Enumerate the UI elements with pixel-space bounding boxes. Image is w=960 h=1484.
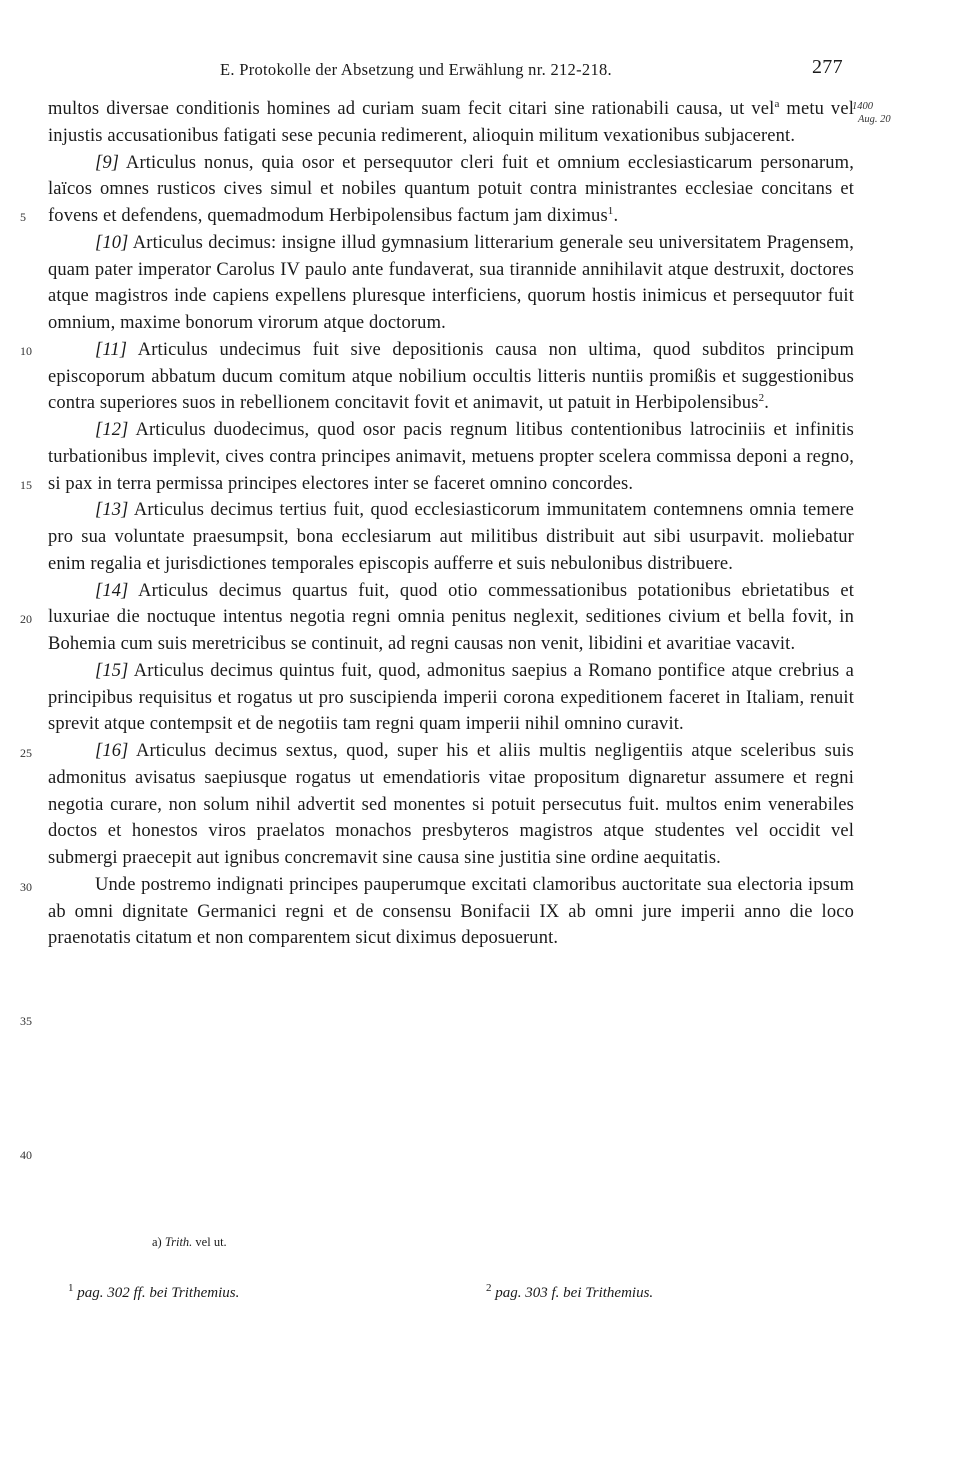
footnote-text: pag. 302 ff. bei Trithemius. bbox=[77, 1285, 240, 1301]
paragraph-text: Unde postremo indignati principes pauperumque excitati clamoribus auctoritate sua electoria ipsum ab omni dignitate Germanici regni et de consensu Bonifacii IX ab omni jure imperii anno die loco praenotatis citatum et non comparentem sicut diximus deposuerunt. bbox=[48, 874, 854, 949]
section-number: [12] bbox=[95, 420, 129, 440]
apparatus-source: Trith. bbox=[164, 1235, 193, 1249]
footnote-marker: 2 bbox=[758, 392, 765, 405]
paragraph-text: multos diversae conditionis homines ad curiam suam fecit citari sine rationabili causa, ut vel bbox=[48, 99, 775, 119]
footnote-marker: a bbox=[774, 97, 780, 110]
margin-date bbox=[852, 100, 912, 126]
footnote bbox=[486, 1282, 654, 1302]
paragraph-text: Articulus duodecimus, quod osor pacis regnum litibus contentionibus latrociniis et infinitis turbationibus implevit, cives contra principes animavit, metuens propter scelera commissa deponi a regno, si pax in terra permissa principes electores inter se faceret omnino concordes. bbox=[48, 420, 854, 494]
page-number: 277 bbox=[812, 56, 843, 78]
paragraph-text: Articulus decimus quartus fuit, quod otio commessationibus potationibus ebrietatibus et luxuriae die noctuque intentus negotia regni omnia penitus neglexit, seditiones civium et bella fovit, in Bohemia cum suis meretricibus se continuit, ad regni causas non venit, libidini et avaritiae vacavit. bbox=[48, 580, 854, 654]
line-number: 20 bbox=[20, 612, 32, 626]
margin-date-day: Aug. 20 bbox=[858, 114, 891, 125]
section-number: [13] bbox=[95, 500, 129, 521]
paragraph-text: Articulus undecimus fuit sive depositionis causa non ultima, quod subditos principum episcoporum abbatum ducum comitum atque nobilium occultis litteris nuntiis promißis et suggestionibus contra superiores suos in rebellionem concitavit fovit et animavit, ut patuit in Herbipolensibus bbox=[48, 339, 854, 414]
section-number: [15] bbox=[95, 660, 129, 681]
paragraph bbox=[48, 578, 854, 658]
running-title: E. Protokolle der Absetzung und Erwählung nr. 212-218. bbox=[220, 60, 612, 79]
line-number: 5 bbox=[20, 210, 26, 224]
footnote-mark: 2 bbox=[486, 1282, 492, 1294]
paragraph-text: . bbox=[764, 393, 769, 414]
paragraph bbox=[48, 96, 854, 150]
section-number: [10] bbox=[95, 232, 129, 253]
footnote-mark: 1 bbox=[68, 1282, 74, 1294]
footnote bbox=[68, 1282, 240, 1302]
paragraph-text: Articulus decimus sextus, quod, super his et aliis multis negligentiis atque sceleribus suis admonitus avisatus saepiusque rogatus ut emendatioris vitae propositum dignaretur assumere et regni negotia curare, non solum nihil advertit sed monentes si potuit persecutus fuit. multos enim venerabiles doctos et honestos viros praelatos monachos presbyteros magistros atque studentes vel occidit vel submergi praecepit aut ignibus concremavit sine causa sine justitia sine ordine aequitatis. bbox=[48, 741, 854, 868]
section-number: [11] bbox=[95, 339, 128, 360]
paragraph bbox=[48, 658, 854, 738]
main-text bbox=[48, 96, 854, 952]
section-number: [16] bbox=[95, 741, 129, 761]
line-number: 30 bbox=[20, 880, 32, 894]
apparatus-label: a) bbox=[152, 1235, 162, 1249]
paragraph-text: . bbox=[613, 206, 619, 226]
section-number: [14] bbox=[95, 580, 129, 601]
paragraph-text: Articulus nonus, quia osor et persequutor cleri fuit et omnium ecclesiasticarum personarum, laïcos omnes rusticos cives simul et nobiles quantum potuit contra ministrantes ecclesiae concitans et fovens et defendens, quemadmodum Herbipolensibus factum jam diximus bbox=[48, 152, 854, 226]
margin-date-year: 1400 bbox=[852, 101, 873, 112]
paragraph-text: Articulus decimus quintus fuit, quod, admonitus saepius a Romano pontifice atque crebrius a principibus requisitus et rogatus ut pro suscipienda imperii corona expeditionem faceret in Italiam, renuit sprevit atque contempsit et de negotiis tam regni quam imperii nihil omnino curavit. bbox=[48, 660, 854, 735]
paragraph-text: metu vel injustis accusationibus fatigati sese pecunia redimerent, alioquin militum vexationibus subjacerent. bbox=[48, 99, 854, 146]
paragraph bbox=[48, 230, 854, 337]
paragraph bbox=[48, 337, 854, 417]
apparatus-text: vel ut. bbox=[192, 1235, 227, 1249]
footnote-marker: 1 bbox=[607, 204, 614, 217]
line-number: 10 bbox=[20, 344, 32, 358]
line-number: 35 bbox=[20, 1014, 32, 1028]
line-number: 25 bbox=[20, 746, 32, 760]
line-number: 40 bbox=[20, 1148, 32, 1162]
paragraph bbox=[48, 150, 854, 230]
paragraph bbox=[48, 497, 854, 577]
section-number: [9] bbox=[95, 152, 120, 173]
paragraph-text: Articulus decimus tertius fuit, quod ecclesiasticorum immunitatem contemnens omnia temere pro sua voluntate praesumpsit, bona ecclesiarum aut militibus distribuit aut sibi usurpavit. moliebatur enim regalia et jurisdictiones temporales episcopis aufferre et suis nebulonibus distribuere. bbox=[48, 500, 854, 574]
paragraph bbox=[48, 738, 854, 872]
line-number: 15 bbox=[20, 478, 32, 492]
paragraph bbox=[48, 417, 854, 497]
paragraph bbox=[48, 872, 854, 952]
paragraph-text: Articulus decimus: insigne illud gymnasium litterarium generale seu universitatem Pragensem, quam pater imperator Carolus IV paulo ante fundaverat, sua tirannide annihilavit atque destruxit, doctores atque magistros inde capiens expellens pluresque interficiens, quorum hostis inimicus et persequutor fuit omnium, maxime bonorum virorum atque doctorum. bbox=[48, 232, 854, 333]
footnote-text: pag. 303 f. bei Trithemius. bbox=[495, 1285, 654, 1301]
textual-apparatus-note bbox=[152, 1235, 227, 1250]
